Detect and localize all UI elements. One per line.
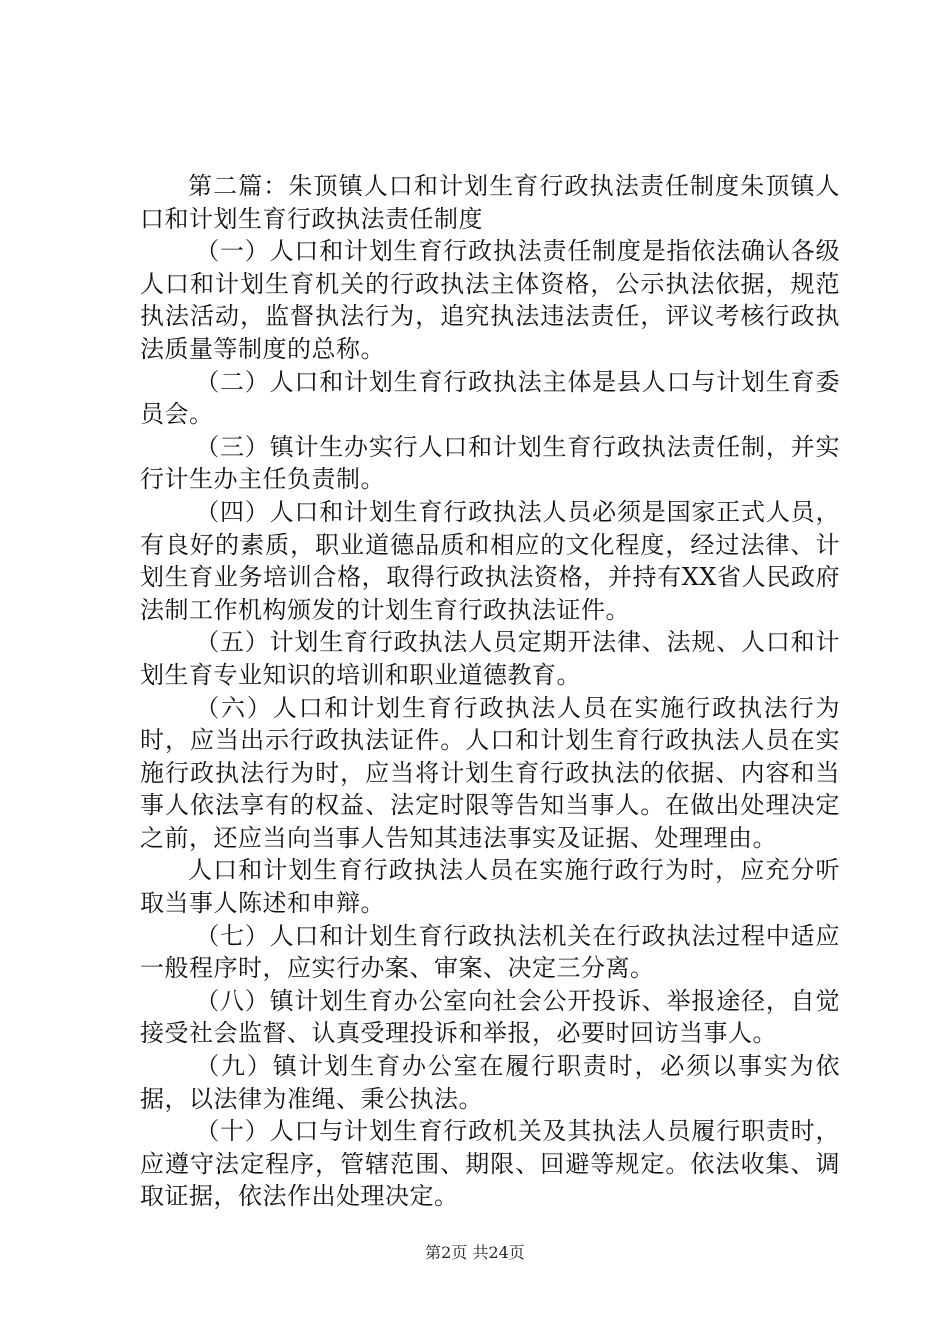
paragraph-2: （二）人口和计划生育行政执法主体是县人口与计划生育委员会。: [140, 367, 840, 429]
page-footer: [0, 1243, 950, 1263]
paragraph-1: （一）人口和计划生育行政执法责任制度是指依法确认各级人口和计划生育机关的行政执法主体资格，公示执法依据，规范执法活动，监督执法行为，追究执法违法责任，评议考核行政执法质量等制度的总称。: [140, 237, 840, 363]
paragraph-7: （七）人口和计划生育行政执法机关在行政执法过程中适应一般程序时，应实行办案、审案、决定三分离。: [140, 921, 840, 983]
paragraph-6: （六）人口和计划生育行政执法人员在实施行政执法行为时，应当出示行政执法证件。人口和计划生育行政执法人员在实施行政执法行为时，应当将计划生育行政执法的依据、内容和当事人依法享有的权益、法定时限等告知当事人。在做出处理决定之前，还应当向当事人告知其违法事实及证据、处理理由。: [140, 693, 840, 852]
page-number-label: 第2页 共24页: [425, 1243, 525, 1262]
paragraph-5: （五）计划生育行政执法人员定期开法律、法规、人口和计划生育专业知识的培训和职业道德教育。: [140, 628, 840, 689]
paragraph-9: （九）镇计划生育办公室在履行职责时，必须以事实为依据，以法律为准绳、秉公执法。: [140, 1052, 840, 1113]
paragraph-4: （四）人口和计划生育行政执法人员必须是国家正式人员，有良好的素质，职业道德品质和相应的文化程度，经过法律、计划生育业务培训合格，取得行政执法资格，并持有XX省人民政府法制工作机构颁发的计划生育行政执法证件。: [140, 497, 840, 624]
paragraph-3: （三）镇计生办实行人口和计划生育行政执法责任制，并实行计生办主任负责制。: [140, 432, 840, 494]
document-title: 第二篇：朱顶镇人口和计划生育行政执法责任制度朱顶镇人口和计划生育行政执法责任制度: [140, 172, 840, 233]
paragraph-6-continued: 人口和计划生育行政执法人员在实施行政行为时，应充分听取当事人陈述和申辩。: [140, 856, 840, 918]
paragraph-10: （十）人口与计划生育行政机关及其执法人员履行职责时，应遵守法定程序，管辖范围、期限、回避等规定。依法收集、调取证据，依法作出处理决定。: [140, 1117, 840, 1211]
paragraph-8: （八）镇计划生育办公室向社会公开投诉、举报途径，自觉接受社会监督、认真受理投诉和举报，必要时回访当事人。: [140, 986, 840, 1048]
document-body: [140, 170, 840, 1213]
